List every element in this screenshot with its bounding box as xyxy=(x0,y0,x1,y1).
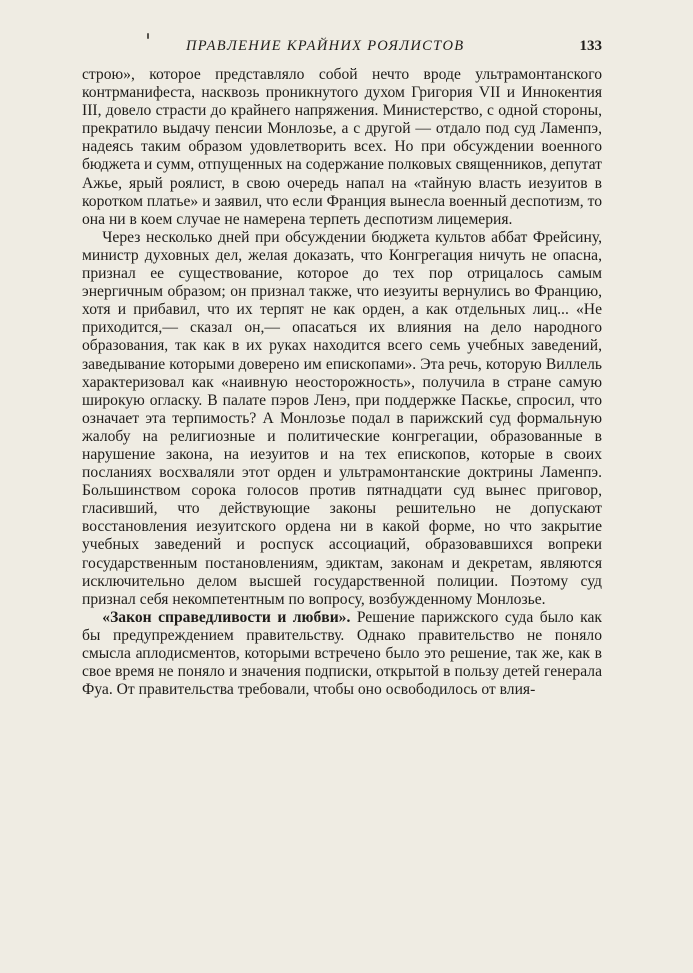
page-number: 133 xyxy=(579,38,602,54)
running-title: ПРАВЛЕНИЕ КРАЙНИХ РОЯЛИСТОВ xyxy=(186,38,465,54)
paragraph-1: строю», которое представляло собой нечто вроде ультрамонтанского контрманифеста, насквозь проникнутого духом Григория VII и Иннокентия III, довело страсти до крайнего напряжения. Министерство, с одной стороны, прекратило выдачу пенсии Монлозье, а с другой — отдало под суд Ламенпэ, надеясь таким образом удовлетворить всех. Но при обсуждении военного бюджета и сумм, отпущенных на содержание полковых священников, депутат Ажье, ярый роялист, в свою очередь напал на «тайную власть иезуитов в коротком платье» и заявил, что если Франция вынесла военный деспотизм, то она ни в коем случае не намерена терпеть деспотизм лицемерия. xyxy=(82,66,602,228)
paragraph-3-text: Решение парижского суда было как бы предупреждением правительству. Однако правительство не поняло смысла аплодисментов, которыми встречено было это решение, так же, как в свое время не поняло и значения подписки, открытой в пользу детей генерала Фуа. От правительства требовали, чтобы оно освободилось от влия- xyxy=(82,608,602,699)
paragraph-2: Через несколько дней при обсуждении бюджета культов аббат Фрейсину, министр духовных дел, желая доказать, что Конгрегация ничуть не опасна, признал ее существование, которое до тех пор отрицалось самым энергичным образом; он признал также, что иезуиты вернулись во Францию, хотя и прибавил, что их терпят не как орден, а как отдельных лиц... «Не приходится,— сказал он,— опасаться их влияния на дело народного образования, так как в их руках находится всего семь учебных заведений, заведывание которыми доверено им епископами». Эта речь, которую Виллель характеризовал как «наивную неосторожность», получила в стране самую широкую огласку. В палате пэров Ленэ, при поддержке Паскье, спросил, что означает эта терпимость? А Монлозье подал в парижский суд формальную жалобу на религиозные и политические конгрегации, образованные в нарушение закона, на иезуитов и на тех епископов, которые в своих посланиях восхваляли этот орден и ультрамонтанские доктрины Ламенпэ. Большинством сорока голосов против пятнадцати суд вынес приговор, гласивший, что действующие законы решительно не допускают восстановления иезуитского ордена ни в какой форме, но что закрытие учебных заведений и роспуск ассоциаций, образовавшихся вопреки государственным постановлениям, эдиктам, законам и декретам, являются исключительно делом высшей государственной полиции. Поэтому суд признал себя некомпетентным по вопросу, возбужденному Монлозье. xyxy=(82,228,602,608)
paragraph-3 xyxy=(82,609,602,699)
running-header xyxy=(82,38,602,58)
section-title: «Закон справедливости и любви». xyxy=(102,608,351,626)
body-text xyxy=(82,66,602,699)
